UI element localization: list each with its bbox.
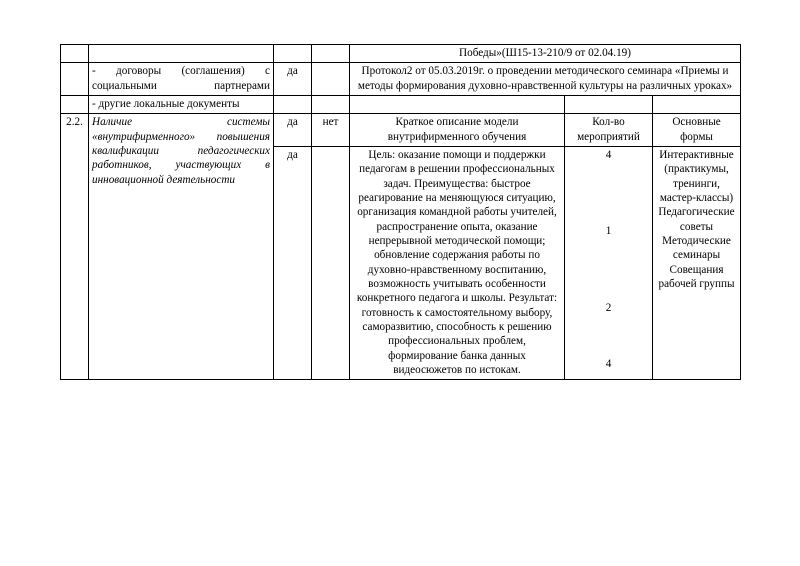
cell-no	[312, 95, 350, 113]
cell-yes	[274, 95, 312, 113]
count-value: 1	[605, 225, 612, 238]
form-item: Методические семинары	[662, 234, 731, 262]
cell-merged-note: Победы»(Ш15-13-210/9 от 02.04.19)	[350, 45, 741, 63]
table-row	[61, 45, 741, 63]
cell-criterion	[89, 45, 274, 63]
cell-description-header: Краткое описание модели внутрифирменного обучения	[350, 114, 565, 147]
cell-description	[350, 95, 565, 113]
cell-yes: да	[274, 146, 312, 379]
count-value: 2	[605, 301, 612, 314]
cell-merged-note: Протокол2 от 05.03.2019г. о проведении методического семинара «Приемы и методы формирования духовно-нравственной культуры на различных уроках»	[350, 63, 741, 96]
cell-forms-header: Основные формы	[653, 114, 741, 147]
form-item: Педагогические советы	[658, 206, 735, 233]
cell-number	[61, 45, 89, 63]
cell-description: Цель: оказание помощи и поддержки педагогам в решении профессиональных задач. Преимущества: быстрое реагирование на меняющуюся ситуацию, организация командной работы учителей, распространение опыта, оказание непрерывной методической помощи; обновление содержания работы по духовно-нравственному воспитанию, возможность учитывать особенности конкретного педагога и школы. Результат: готовность к самостоятельному выбору, саморазвитию, способность к решению профессиональных проблем, формирование банка данных видеосюжетов по истокам.	[350, 146, 565, 379]
cell-count-list	[565, 146, 653, 379]
cell-count-header: Кол-во мероприятий	[565, 114, 653, 147]
table-row	[61, 114, 741, 147]
cell-number	[61, 63, 89, 96]
main-table	[60, 44, 741, 380]
cell-no: нет	[312, 114, 350, 147]
form-item: Совещания рабочей группы	[658, 263, 735, 290]
cell-yes	[274, 45, 312, 63]
cell-criterion: - другие локальные документы	[89, 95, 274, 113]
cell-criterion: Наличие системы «внутрифирменного» повышения квалификации педагогических работников, участвующих в инновационной деятельности	[89, 114, 274, 380]
cell-yes: да	[274, 63, 312, 96]
cell-number	[61, 95, 89, 113]
cell-forms	[653, 95, 741, 113]
count-value: 4	[605, 148, 612, 161]
cell-forms-list	[653, 146, 741, 379]
count-value: 4	[605, 357, 612, 370]
cell-no	[312, 63, 350, 96]
cell-count	[565, 95, 653, 113]
table-row	[61, 95, 741, 113]
cell-no	[312, 45, 350, 63]
cell-no	[312, 146, 350, 379]
cell-criterion: - договоры (соглашения) с социальными партнерами	[89, 63, 274, 96]
form-item: Интерактивные (практикумы, тренинги, мастер-классы)	[659, 148, 734, 204]
cell-number: 2.2.	[61, 114, 89, 380]
table-row	[61, 63, 741, 96]
cell-yes: да	[274, 114, 312, 147]
